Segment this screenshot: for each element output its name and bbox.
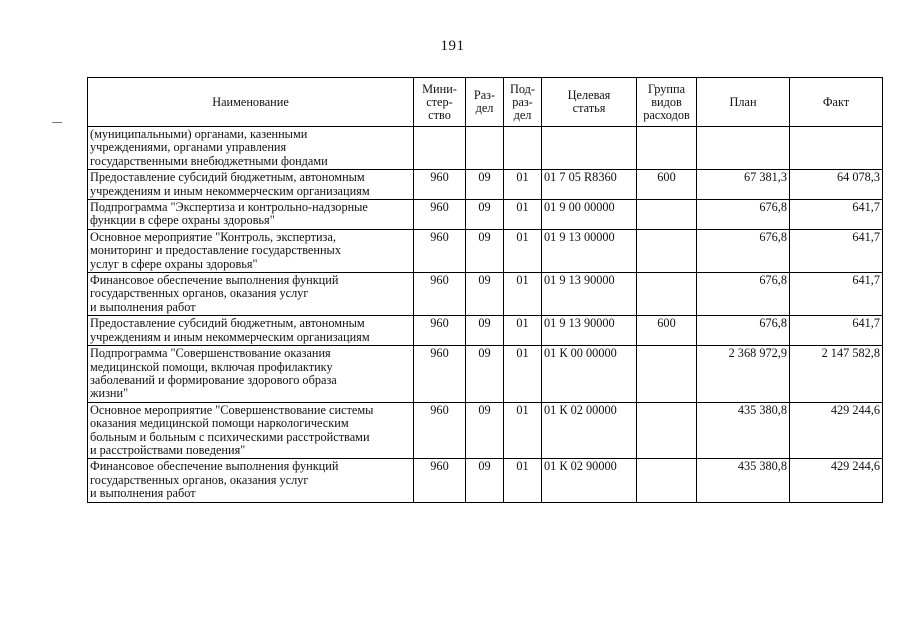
header-fact: Факт xyxy=(790,78,883,127)
table-row xyxy=(88,273,883,316)
table-row xyxy=(88,127,883,170)
cell-fact: 641,7 xyxy=(790,273,883,316)
cell-name: Предоставление субсидий бюджетным, автономным учреждениям и иным некоммерческим организациям xyxy=(88,316,414,346)
cell-expense-group xyxy=(637,346,697,403)
cell-fact xyxy=(790,127,883,170)
cell-plan xyxy=(697,127,790,170)
cell-name: Основное мероприятие "Совершенствование системы оказания медицинской помощи наркологическим больным и больным с психическими расстройствами и расстройствами поведения" xyxy=(88,402,414,459)
table-row xyxy=(88,316,883,346)
cell-ministry: 960 xyxy=(414,346,466,403)
cell-target: 01 9 13 00000 xyxy=(542,229,637,272)
cell-ministry: 960 xyxy=(414,316,466,346)
header-subsection xyxy=(504,78,542,127)
cell-target: 01 9 13 90000 xyxy=(542,316,637,346)
cell-subsection: 01 xyxy=(504,402,542,459)
cell-expense-group: 600 xyxy=(637,170,697,200)
cell-section: 09 xyxy=(466,229,504,272)
cell-expense-group xyxy=(637,127,697,170)
cell-target: 01 9 00 00000 xyxy=(542,200,637,230)
cell-target: 01 К 02 90000 xyxy=(542,459,637,502)
cell-target: 01 7 05 R8360 xyxy=(542,170,637,200)
header-target xyxy=(542,78,637,127)
cell-subsection: 01 xyxy=(504,170,542,200)
table-row xyxy=(88,402,883,459)
cell-target xyxy=(542,127,637,170)
cell-plan: 676,8 xyxy=(697,316,790,346)
cell-ministry: 960 xyxy=(414,200,466,230)
table-header-row xyxy=(88,78,883,127)
cell-name: Финансовое обеспечение выполнения функций государственных органов, оказания услуг и выполнения работ xyxy=(88,459,414,502)
cell-target: 01 К 02 00000 xyxy=(542,402,637,459)
cell-name: (муниципальными) органами, казенными учреждениями, органами управления государственными внебюджетными фондами xyxy=(88,127,414,170)
cell-subsection: 01 xyxy=(504,459,542,502)
cell-plan: 435 380,8 xyxy=(697,459,790,502)
table-row xyxy=(88,170,883,200)
table-row xyxy=(88,200,883,230)
cell-plan: 67 381,3 xyxy=(697,170,790,200)
cell-section xyxy=(466,127,504,170)
table-row xyxy=(88,459,883,502)
cell-section: 09 xyxy=(466,346,504,403)
cell-ministry: 960 xyxy=(414,229,466,272)
header-section xyxy=(466,78,504,127)
cell-section: 09 xyxy=(466,402,504,459)
cell-target: 01 К 00 00000 xyxy=(542,346,637,403)
cell-expense-group xyxy=(637,229,697,272)
cell-fact: 429 244,6 xyxy=(790,402,883,459)
cell-section: 09 xyxy=(466,200,504,230)
header-ministry xyxy=(414,78,466,127)
cell-target: 01 9 13 90000 xyxy=(542,273,637,316)
cell-fact: 641,7 xyxy=(790,229,883,272)
page-number: 191 xyxy=(440,38,465,54)
cell-expense-group xyxy=(637,459,697,502)
cell-subsection: 01 xyxy=(504,273,542,316)
header-plan: План xyxy=(697,78,790,127)
header-target-label: Целевая статья xyxy=(567,88,611,115)
cell-subsection: 01 xyxy=(504,229,542,272)
cell-name: Финансовое обеспечение выполнения функций государственных органов, оказания услуг и выполнения работ xyxy=(88,273,414,316)
header-subsection-label: Под- раз- дел xyxy=(509,81,536,122)
table-row xyxy=(88,346,883,403)
cell-ministry: 960 xyxy=(414,170,466,200)
cell-name: Предоставление субсидий бюджетным, автономным учреждениям и иным некоммерческим организациям xyxy=(88,170,414,200)
header-name: Наименование xyxy=(88,78,414,127)
header-expense-group-label: Группа видов расходов xyxy=(643,81,690,122)
cell-ministry xyxy=(414,127,466,170)
cell-subsection: 01 xyxy=(504,346,542,403)
header-expense-group xyxy=(637,78,697,127)
cell-fact: 641,7 xyxy=(790,316,883,346)
cell-subsection: 01 xyxy=(504,316,542,346)
cell-plan: 435 380,8 xyxy=(697,402,790,459)
cell-section: 09 xyxy=(466,459,504,502)
cell-plan: 676,8 xyxy=(697,229,790,272)
margin-mark xyxy=(52,122,62,123)
cell-fact: 641,7 xyxy=(790,200,883,230)
cell-fact: 64 078,3 xyxy=(790,170,883,200)
cell-expense-group xyxy=(637,402,697,459)
table-row xyxy=(88,229,883,272)
budget-table xyxy=(87,77,883,503)
cell-expense-group xyxy=(637,273,697,316)
cell-ministry: 960 xyxy=(414,273,466,316)
cell-name: Подпрограмма "Совершенствование оказания медицинской помощи, включая профилактику заболеваний и формирование здорового образа жизни" xyxy=(88,346,414,403)
cell-subsection: 01 xyxy=(504,200,542,230)
header-section-label: Раз- дел xyxy=(473,88,496,115)
cell-fact: 2 147 582,8 xyxy=(790,346,883,403)
cell-ministry: 960 xyxy=(414,402,466,459)
cell-subsection xyxy=(504,127,542,170)
cell-plan: 676,8 xyxy=(697,273,790,316)
cell-plan: 2 368 972,9 xyxy=(697,346,790,403)
cell-name: Основное мероприятие "Контроль, экспертиза, мониторинг и предоставление государственных услуг в сфере охраны здоровья" xyxy=(88,229,414,272)
cell-expense-group: 600 xyxy=(637,316,697,346)
header-ministry-label: Мини- стер- ство xyxy=(422,81,457,122)
cell-expense-group xyxy=(637,200,697,230)
cell-ministry: 960 xyxy=(414,459,466,502)
cell-fact: 429 244,6 xyxy=(790,459,883,502)
cell-section: 09 xyxy=(466,273,504,316)
cell-section: 09 xyxy=(466,316,504,346)
cell-name: Подпрограмма "Экспертиза и контрольно-надзорные функции в сфере охраны здоровья" xyxy=(88,200,414,230)
cell-plan: 676,8 xyxy=(697,200,790,230)
cell-section: 09 xyxy=(466,170,504,200)
